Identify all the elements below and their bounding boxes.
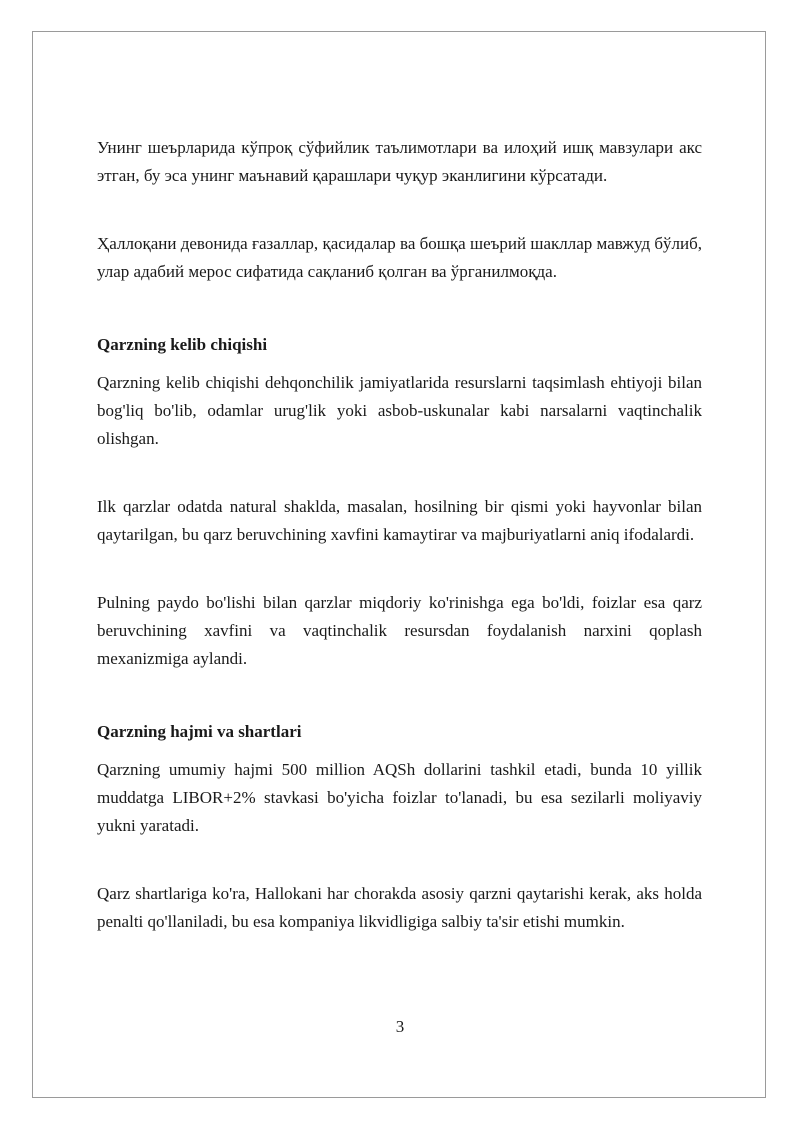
terms-paragraph-1: Qarzning umumiy hajmi 500 million AQSh dollarini tashkil etadi, bunda 10 yillik muddatga LIBOR+2% stavkasi bo'yicha foizlar to'lanadi, bu esa sezilarli moliyaviy yukni yaratadi. <box>97 760 702 835</box>
origin-paragraph-2: Ilk qarzlar odatda natural shaklda, masalan, hosilning bir qismi yoki hayvonlar bilan qaytarilgan, bu qarz beruvchining xavfini kamaytirar va majburiyatlarni aniq ifodalardi. <box>97 497 702 544</box>
terms-paragraph-2: Qarz shartlariga ko'ra, Hallokani har chorakda asosiy qarzni qaytarishi kerak, aks holda penalti qo'llaniladi, bu esa kompaniya likvidligiga salbiy ta'sir etishi mumkin. <box>97 884 702 931</box>
page-number: 3 <box>395 1017 405 1036</box>
origin-paragraph-1: Qarzning kelib chiqishi dehqonchilik jamiyatlarida resurslarni taqsimlash ehtiyoji bilan bog'liq bo'lib, odamlar urug'lik yoki asbob-uskunalar kabi narsalarni vaqtinchalik olishgan. <box>97 373 702 448</box>
document-body <box>97 134 702 936</box>
section-heading-terms: Qarzning hajmi va shartlari <box>97 722 302 741</box>
origin-paragraph-3: Pulning paydo bo'lishi bilan qarzlar miqdoriy ko'rinishga ega bo'ldi, foizlar esa qarz beruvchining xavfini va vaqtinchalik resursdan foydalanish narxini qoplash mexanizmiga aylandi. <box>97 593 702 668</box>
intro-paragraph-2: Ҳаллоқани девонида ғазаллар, қасидалар ва бошқа шеърий шакллар мавжуд бўлиб, улар адабий мерос сифатида сақланиб қолган ва ўрганилмоқда. <box>97 234 702 281</box>
intro-paragraph-1: Унинг шеърларида кўпроқ сўфийлик таълимотлари ва илоҳий ишқ мавзулари акс этган, бу эса унинг маънавий қарашлари чуқур эканлигини кўрсатади. <box>97 138 702 185</box>
section-heading-origin: Qarzning kelib chiqishi <box>97 335 268 354</box>
